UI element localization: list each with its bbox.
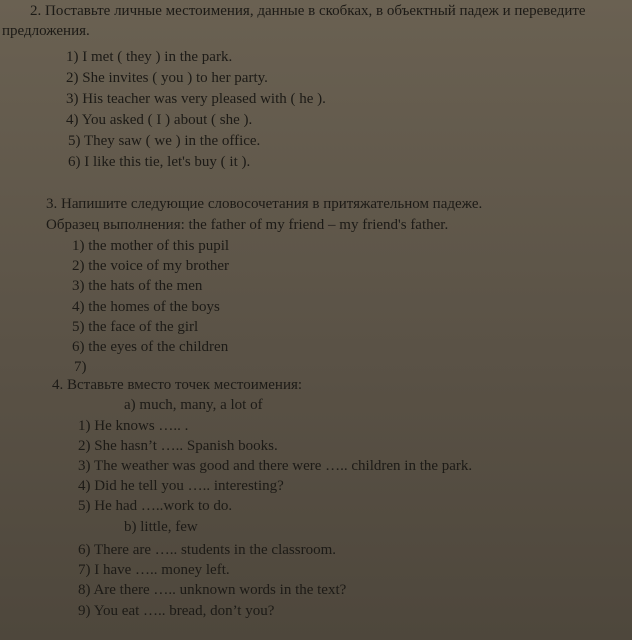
item-number: 9) [78, 603, 91, 619]
task3-heading: 3. Напишите следующие словосочетания в притяжательном падеже. [46, 196, 483, 212]
item-number: 4) [66, 112, 79, 128]
item-number: 5) [68, 133, 81, 149]
item-number: 1) [78, 418, 91, 434]
task3-item [72, 277, 202, 295]
item-number: 2) [72, 258, 85, 274]
item-number: 7) [78, 562, 91, 578]
item-text: the hats of the men [88, 278, 203, 294]
task2-item [66, 69, 268, 87]
item-number: 1) [66, 49, 79, 65]
task2-item [66, 48, 232, 66]
item-number: 3) [78, 458, 91, 474]
task4-heading: 4. Вставьте вместо точек местоимения: [52, 377, 303, 393]
item-text: He knows ….. . [94, 418, 189, 434]
item-text: You eat ….. bread, don’t you? [93, 603, 275, 619]
task4-item [78, 417, 188, 435]
task3-item [74, 358, 87, 376]
item-text: the voice of my brother [88, 258, 230, 274]
item-number: 2) [66, 70, 79, 86]
task3-item [72, 257, 229, 275]
item-number: 6) [72, 339, 85, 355]
item-text: the face of the girl [88, 319, 199, 335]
task4-subheading-b: b) little, few [124, 519, 198, 535]
item-number: 7) [74, 359, 87, 375]
item-text: the mother of this pupil [88, 238, 230, 254]
item-number: 1) [72, 238, 85, 254]
item-text: Are there ….. unknown words in the text? [93, 582, 347, 598]
item-number: 5) [78, 498, 91, 514]
item-number: 3) [72, 278, 85, 294]
item-text: Did he tell you ….. interesting? [94, 478, 284, 494]
item-number: 2) [78, 438, 91, 454]
item-number: 8) [78, 582, 91, 598]
task4-subheading-a: a) much, many, a lot of [124, 397, 263, 413]
task4-item [78, 497, 232, 515]
item-text: the homes of the boys [88, 299, 220, 315]
item-text: I met ( they ) in the park. [82, 49, 233, 65]
task3-item [72, 298, 220, 316]
item-text: She hasn’t ….. Spanish books. [94, 438, 278, 454]
item-number: 3) [66, 91, 79, 107]
task4-item [78, 541, 336, 559]
item-number: 6) [68, 154, 81, 170]
task2-item [66, 90, 326, 108]
item-number: 5) [72, 319, 85, 335]
task4-item [78, 477, 284, 495]
task4-item [78, 457, 472, 475]
item-text: They saw ( we ) in the office. [83, 133, 261, 149]
item-text: There are ….. students in the classroom. [93, 542, 336, 558]
task4-item [78, 602, 274, 620]
item-number: 6) [78, 542, 91, 558]
item-text: I have ….. money left. [94, 562, 230, 578]
item-text: He had …..work to do. [94, 498, 233, 514]
task4-item [78, 437, 278, 455]
task2-item [66, 111, 252, 129]
item-text: She invites ( you ) to her party. [82, 70, 268, 86]
task2-item [68, 132, 260, 150]
task4-item [78, 561, 230, 579]
task3-item [72, 338, 228, 356]
item-text: the eyes of the children [88, 339, 229, 355]
task2-item [68, 153, 250, 171]
task2-heading-continued: предложения. [2, 23, 90, 39]
item-text: The weather was good and there were ….. children in the park. [93, 458, 473, 474]
item-text: I like this tie, let's buy ( it ). [84, 154, 251, 170]
item-number: 4) [72, 299, 85, 315]
task3-example: Образец выполнения: the father of my friend – my friend's father. [46, 217, 449, 233]
item-text: You asked ( I ) about ( she ). [81, 112, 253, 128]
task3-item [72, 318, 198, 336]
task3-item [72, 237, 229, 255]
item-number: 4) [78, 478, 91, 494]
item-text: His teacher was very pleased with ( he ). [82, 91, 326, 107]
task4-item [78, 581, 346, 599]
task2-heading: 2. Поставьте личные местоимения, данные в скобках, в объектный падеж и переведите [30, 3, 586, 19]
